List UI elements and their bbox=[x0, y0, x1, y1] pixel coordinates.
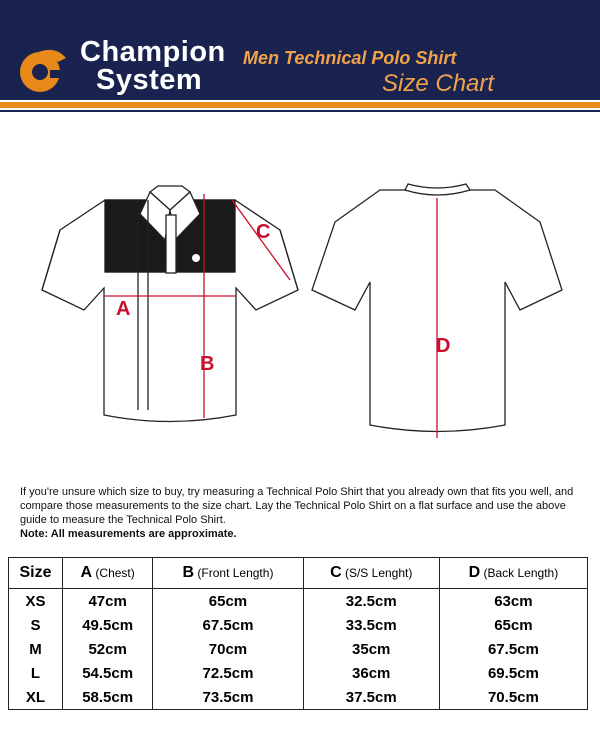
col-header-b: B (Front Length) bbox=[153, 558, 303, 589]
table-cell: 52cm bbox=[62, 637, 152, 661]
brand-line-1: Champion bbox=[80, 36, 226, 68]
table-row bbox=[9, 637, 588, 661]
table-cell: 49.5cm bbox=[62, 613, 152, 637]
table-cell: 54.5cm bbox=[62, 661, 152, 685]
col-header-c: C (S/S Lenght) bbox=[303, 558, 439, 589]
table-row bbox=[9, 589, 588, 614]
table-cell: L bbox=[9, 661, 63, 685]
label-d: D bbox=[436, 335, 451, 357]
label-a: A bbox=[116, 298, 131, 320]
table-cell: 36cm bbox=[303, 661, 439, 685]
col-header-size: Size bbox=[9, 558, 63, 589]
table-cell: 65cm bbox=[439, 613, 587, 637]
table-cell: XS bbox=[9, 589, 63, 614]
table-header-row bbox=[9, 558, 588, 589]
table-cell: 32.5cm bbox=[303, 589, 439, 614]
label-c: C bbox=[256, 221, 271, 243]
table-cell: M bbox=[9, 637, 63, 661]
table-cell: 33.5cm bbox=[303, 613, 439, 637]
table-cell: 67.5cm bbox=[153, 613, 303, 637]
header-navy-stripe bbox=[0, 110, 600, 112]
table-cell: 73.5cm bbox=[153, 685, 303, 710]
champion-logo-icon bbox=[14, 40, 70, 96]
product-title: Men Technical Polo Shirt bbox=[243, 48, 457, 68]
table-cell: 70.5cm bbox=[439, 685, 587, 710]
table-cell: 72.5cm bbox=[153, 661, 303, 685]
table-row bbox=[9, 661, 588, 685]
table-row bbox=[9, 685, 588, 710]
table-cell: XL bbox=[9, 685, 63, 710]
label-b: B bbox=[200, 353, 215, 375]
table-cell: 63cm bbox=[439, 589, 587, 614]
col-header-a: A (Chest) bbox=[62, 558, 152, 589]
brand-line-2: System bbox=[96, 64, 203, 96]
table-cell: 58.5cm bbox=[62, 685, 152, 710]
table-cell: 47cm bbox=[62, 589, 152, 614]
header-orange-stripe bbox=[0, 102, 600, 108]
size-chart-title: Size Chart bbox=[382, 70, 495, 97]
intro-text: If you're unsure which size to buy, try measuring a Technical Polo Shirt that you already own that fits you well, and compare those measurements to the size chart. Lay the Technical Polo Shirt on a flat surface and use the above guide to measure the Technical Polo Shirt. bbox=[20, 486, 574, 526]
table-cell: 37.5cm bbox=[303, 685, 439, 710]
table-cell: 67.5cm bbox=[439, 637, 587, 661]
table-cell: 70cm bbox=[153, 637, 303, 661]
table-cell: S bbox=[9, 613, 63, 637]
col-header-d: D (Back Length) bbox=[439, 558, 587, 589]
table-cell: 65cm bbox=[153, 589, 303, 614]
size-table bbox=[8, 557, 588, 710]
table-row bbox=[9, 613, 588, 637]
table-cell: 69.5cm bbox=[439, 661, 587, 685]
table-cell: 35cm bbox=[303, 637, 439, 661]
shirt-illustration bbox=[0, 170, 600, 460]
brand-name bbox=[80, 38, 226, 94]
measurement-note: Note: All measurements are approximate. bbox=[20, 528, 237, 540]
